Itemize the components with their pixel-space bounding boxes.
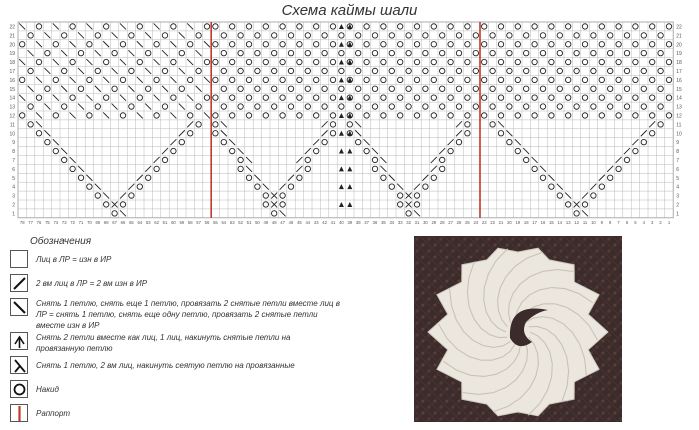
row-number-right: 7 [676, 157, 679, 164]
column-number: 66 [120, 219, 126, 225]
column-number: 8 [609, 219, 612, 225]
column-number: 55 [213, 219, 218, 225]
legend-text: Снять 1 петлю, снять еще 1 петлю, провязать 2 снятые петли вместе лиц в ЛР = снять 1 петлю, снять еще одну петлю, провязать 2 снятые петли вместе изн в ИР [36, 299, 340, 330]
row-number-left: 6 [12, 166, 15, 173]
column-number: 28 [439, 219, 445, 225]
column-number: 56 [204, 219, 210, 225]
repeat-line-icon [10, 404, 28, 422]
column-number: 43 [313, 219, 319, 225]
row-number-right: 6 [676, 166, 679, 173]
column-number: 18 [523, 219, 529, 225]
column-number: 9 [600, 219, 603, 225]
circle-icon [10, 380, 28, 398]
column-number: 74 [53, 219, 59, 225]
row-number-left: 18 [9, 60, 15, 67]
column-number: 75 [45, 219, 50, 225]
column-number: 78 [19, 219, 25, 225]
column-number: 16 [540, 219, 546, 225]
row-number-right: 16 [676, 77, 682, 84]
column-number: 68 [103, 219, 109, 225]
column-number: 45 [297, 219, 302, 225]
legend-text: Снять 2 петли вместе как лиц, 1 лиц, накинуть снятые петли на провязанную петлю [36, 333, 291, 353]
row-number-right: 4 [676, 184, 679, 191]
column-number: 70 [87, 219, 92, 225]
row-number-right: 9 [676, 140, 679, 147]
column-number: 22 [490, 219, 495, 225]
column-number: 32 [406, 219, 411, 225]
column-number: 41 [330, 219, 336, 225]
blank-square-icon [10, 250, 28, 268]
column-number: 24 [473, 219, 479, 225]
column-number: 63 [145, 219, 151, 225]
column-number: 33 [397, 219, 403, 225]
row-number-right: 5 [676, 175, 679, 182]
legend-text: Раппорт [36, 409, 71, 418]
column-number: 3 [651, 219, 654, 225]
row-number-right: 2 [676, 202, 679, 209]
column-number: 48 [271, 219, 277, 225]
column-number: 62 [154, 219, 159, 225]
row-number-left: 16 [9, 77, 15, 84]
row-number-right: 1 [676, 211, 679, 218]
shawl-photo [414, 236, 622, 422]
row-number-left: 17 [9, 68, 15, 75]
column-number: 19 [515, 219, 521, 225]
column-number: 61 [162, 219, 168, 225]
row-number-right: 10 [676, 131, 682, 138]
legend-text: Лиц в ЛР = изн в ИР [36, 255, 112, 264]
column-number: 57 [196, 219, 201, 225]
column-number: 20 [507, 219, 512, 225]
column-number: 25 [465, 219, 470, 225]
row-number-left: 11 [9, 122, 15, 129]
column-number: 34 [389, 219, 395, 225]
column-number: 71 [78, 219, 84, 225]
row-number-left: 7 [12, 157, 15, 164]
column-number: 29 [431, 219, 437, 225]
column-number: 4 [642, 219, 645, 225]
column-number: 12 [574, 219, 579, 225]
column-number: 49 [263, 219, 269, 225]
legend-text: Снять 1 петлю, 2 вм лиц, накинуть сеятую петлю на провязанные [36, 361, 295, 370]
knitting-chart [0, 18, 699, 230]
column-number: 23 [481, 219, 487, 225]
column-number: 50 [255, 219, 260, 225]
row-number-right: 17 [676, 68, 682, 75]
row-number-left: 2 [12, 202, 15, 209]
row-number-right: 12 [676, 113, 682, 120]
row-number-right: 11 [676, 122, 682, 129]
row-number-left: 10 [9, 131, 15, 138]
column-number: 6 [625, 219, 629, 225]
row-number-left: 12 [9, 113, 15, 120]
left-slash-icon [10, 298, 28, 316]
chart-title: Схема каймы шали [281, 2, 418, 19]
legend-text: Накид [36, 385, 59, 394]
column-number: 59 [179, 219, 185, 225]
column-number: 17 [532, 219, 537, 225]
column-number: 72 [70, 219, 75, 225]
column-number: 42 [322, 219, 327, 225]
column-number: 31 [414, 219, 420, 225]
row-number-left: 20 [9, 42, 15, 49]
column-number: 7 [617, 219, 620, 225]
column-number: 54 [221, 219, 227, 225]
column-number: 76 [36, 219, 42, 225]
column-number: 67 [112, 219, 117, 225]
column-number: 2 [659, 219, 662, 225]
row-number-left: 13 [9, 104, 15, 111]
row-number-right: 21 [676, 33, 682, 40]
row-number-right: 19 [676, 51, 682, 58]
row-number-left: 5 [12, 175, 15, 182]
row-number-left: 4 [12, 184, 15, 191]
row-number-right: 13 [676, 104, 682, 111]
row-number-left: 1 [12, 211, 15, 218]
row-number-right: 15 [676, 86, 682, 93]
row-number-right: 22 [676, 24, 682, 31]
column-number: 35 [381, 219, 386, 225]
column-number: 13 [565, 219, 571, 225]
column-number: 44 [305, 219, 311, 225]
column-number: 15 [549, 219, 554, 225]
column-number: 5 [634, 219, 637, 225]
column-number: 14 [557, 219, 563, 225]
column-number: 30 [423, 219, 428, 225]
column-number: 21 [498, 219, 504, 225]
row-number-right: 14 [676, 95, 682, 102]
column-number: 46 [288, 219, 294, 225]
column-number: 64 [137, 219, 143, 225]
column-number: 38 [355, 219, 361, 225]
row-number-right: 20 [676, 42, 682, 49]
column-number: 52 [238, 219, 243, 225]
column-number: 10 [591, 219, 596, 225]
row-number-left: 21 [9, 33, 15, 40]
column-number: 37 [364, 219, 369, 225]
column-number: 69 [95, 219, 101, 225]
column-number: 65 [129, 219, 134, 225]
column-number: 27 [448, 219, 453, 225]
row-number-left: 9 [12, 140, 15, 147]
column-number: 39 [347, 219, 353, 225]
legend-text: 2 вм лиц в ЛР = 2 вм изн в ИР [36, 279, 148, 288]
column-number: 11 [582, 219, 588, 225]
column-number: 77 [28, 219, 33, 225]
column-number: 40 [339, 219, 344, 225]
column-number: 1 [667, 219, 671, 225]
row-number-left: 19 [9, 51, 15, 58]
caret-bar-icon [10, 332, 28, 350]
row-number-left: 14 [9, 95, 15, 102]
row-number-right: 3 [676, 193, 679, 200]
column-number: 53 [229, 219, 235, 225]
row-number-left: 22 [9, 24, 15, 31]
row-number-left: 3 [12, 193, 15, 200]
column-number: 47 [280, 219, 285, 225]
column-number: 26 [456, 219, 462, 225]
column-number: 73 [61, 219, 67, 225]
column-number: 51 [246, 219, 252, 225]
row-number-right: 18 [676, 60, 682, 67]
legend-heading: Обозначения [30, 236, 92, 247]
lambda-icon [10, 356, 28, 374]
right-slash-icon [10, 274, 28, 292]
column-number: 36 [372, 219, 378, 225]
column-number: 60 [171, 219, 176, 225]
row-number-right: 8 [676, 149, 679, 156]
row-number-left: 8 [12, 149, 15, 156]
column-number: 58 [187, 219, 193, 225]
row-number-left: 15 [9, 86, 15, 93]
